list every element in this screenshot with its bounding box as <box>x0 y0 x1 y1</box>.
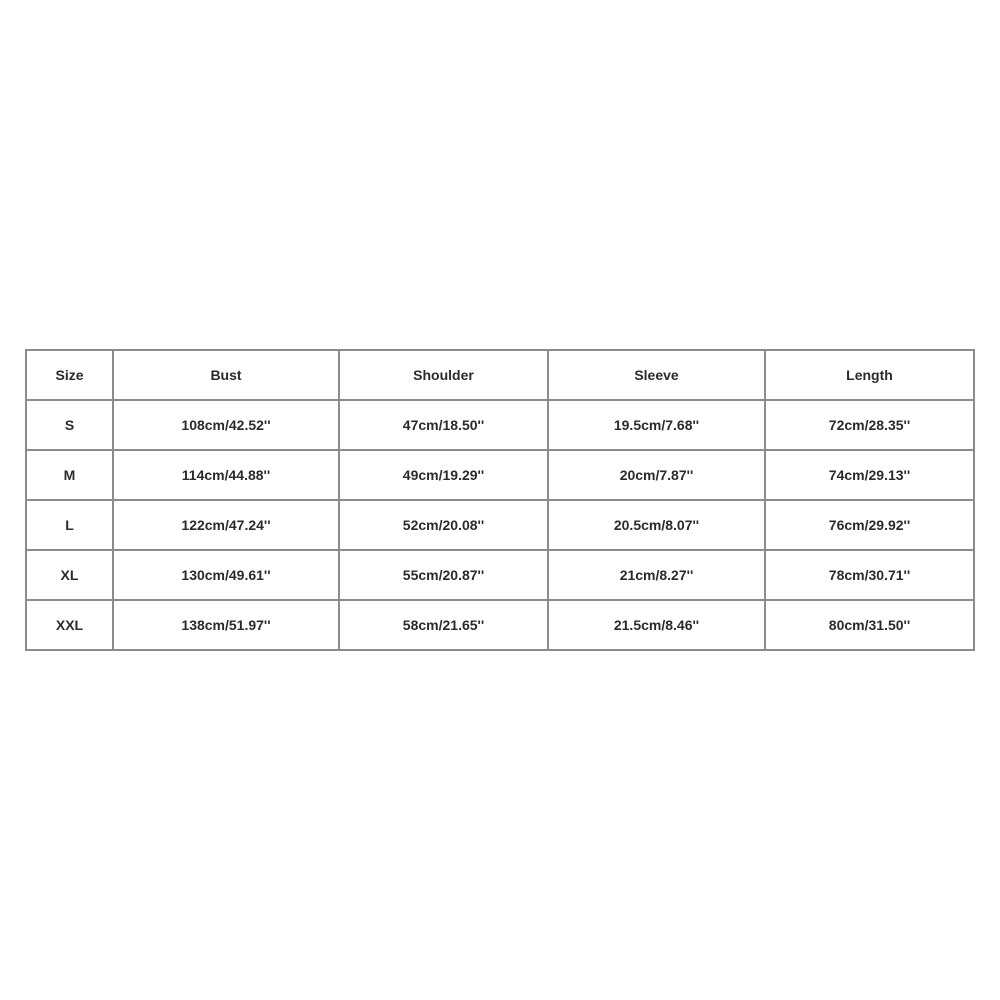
header-sleeve: Sleeve <box>549 351 766 401</box>
table-row <box>27 501 975 551</box>
cell-bust: 114cm/44.88'' <box>114 451 340 501</box>
cell-shoulder: 52cm/20.08'' <box>340 501 549 551</box>
cell-sleeve: 20cm/7.87'' <box>549 451 766 501</box>
table-row <box>27 551 975 601</box>
cell-size: S <box>27 401 114 451</box>
header-shoulder: Shoulder <box>340 351 549 401</box>
cell-bust: 138cm/51.97'' <box>114 601 340 651</box>
cell-bust: 122cm/47.24'' <box>114 501 340 551</box>
table-header <box>27 351 975 401</box>
table-row <box>27 401 975 451</box>
header-row <box>27 351 975 401</box>
cell-sleeve: 21.5cm/8.46'' <box>549 601 766 651</box>
header-bust: Bust <box>114 351 340 401</box>
header-length: Length <box>766 351 975 401</box>
cell-length: 78cm/30.71'' <box>766 551 975 601</box>
cell-length: 80cm/31.50'' <box>766 601 975 651</box>
cell-shoulder: 55cm/20.87'' <box>340 551 549 601</box>
cell-sleeve: 20.5cm/8.07'' <box>549 501 766 551</box>
size-chart-table <box>25 349 975 651</box>
cell-bust: 130cm/49.61'' <box>114 551 340 601</box>
cell-length: 72cm/28.35'' <box>766 401 975 451</box>
cell-bust: 108cm/42.52'' <box>114 401 340 451</box>
cell-sleeve: 21cm/8.27'' <box>549 551 766 601</box>
cell-shoulder: 58cm/21.65'' <box>340 601 549 651</box>
cell-size: M <box>27 451 114 501</box>
table-row <box>27 451 975 501</box>
cell-size: XL <box>27 551 114 601</box>
table-body <box>27 401 975 651</box>
cell-shoulder: 47cm/18.50'' <box>340 401 549 451</box>
cell-length: 76cm/29.92'' <box>766 501 975 551</box>
table-row <box>27 601 975 651</box>
header-size: Size <box>27 351 114 401</box>
cell-sleeve: 19.5cm/7.68'' <box>549 401 766 451</box>
cell-size: XXL <box>27 601 114 651</box>
cell-length: 74cm/29.13'' <box>766 451 975 501</box>
cell-shoulder: 49cm/19.29'' <box>340 451 549 501</box>
cell-size: L <box>27 501 114 551</box>
